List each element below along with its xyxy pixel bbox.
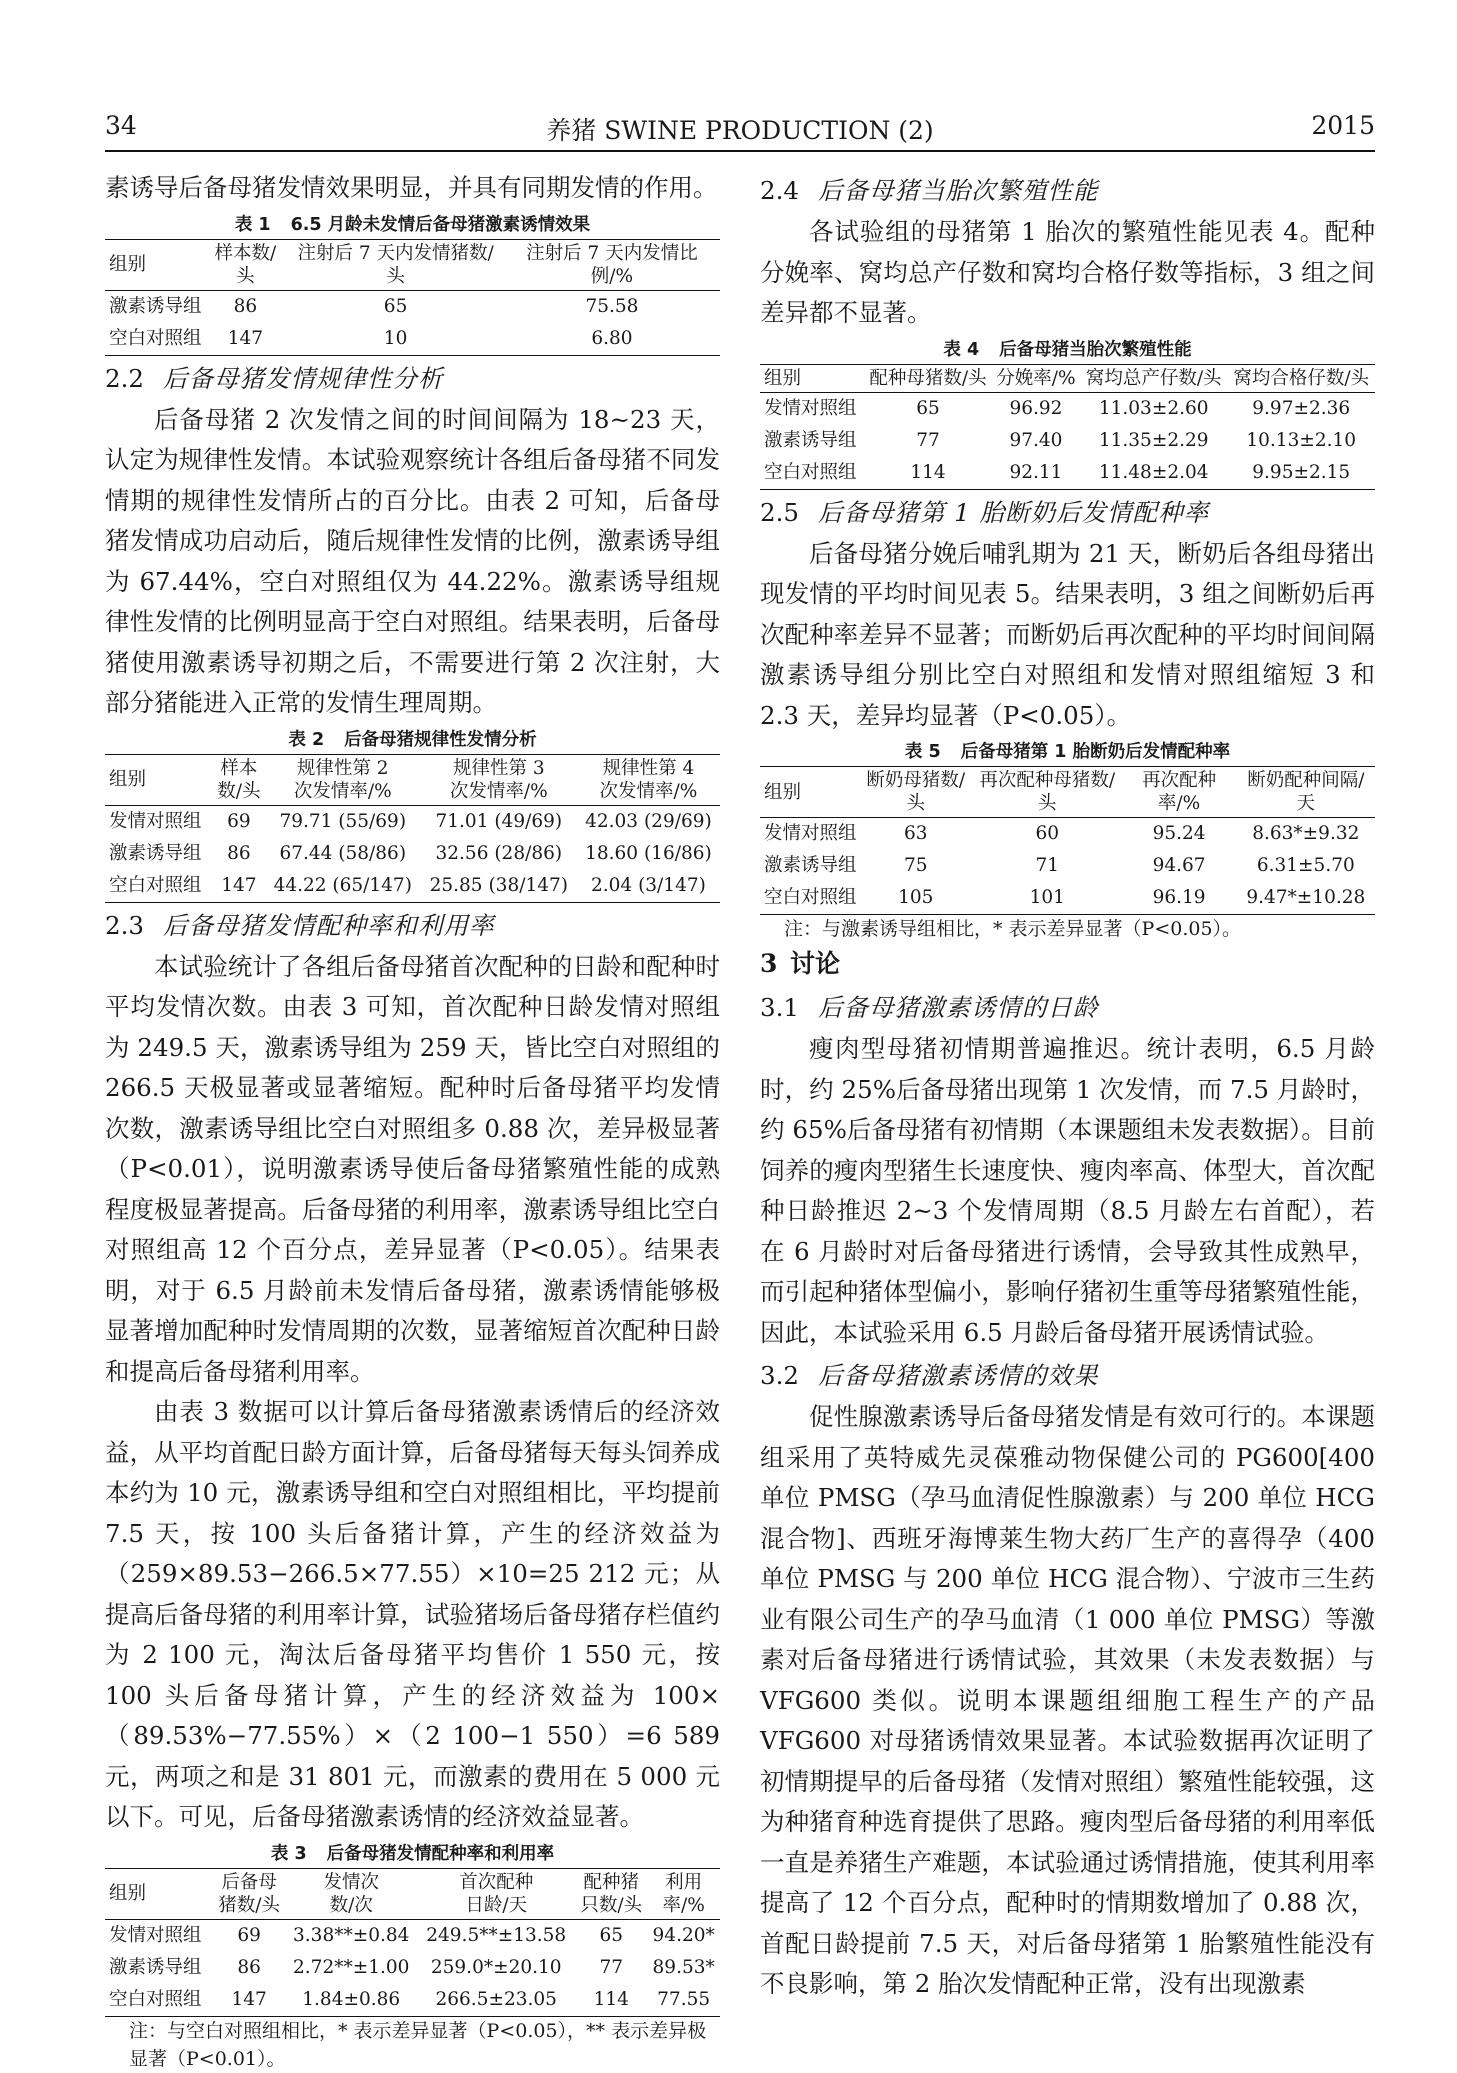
table-row	[760, 850, 1375, 882]
table-cell: 94.67	[1152, 855, 1206, 876]
table-cell: 77	[599, 1956, 624, 1978]
table-cell: 9.47*±10.28	[1246, 887, 1366, 908]
table4	[760, 364, 1375, 490]
table-cell: 79.71 (55/69)	[279, 810, 407, 832]
table-cell: 42.03 (29/69)	[585, 810, 712, 832]
table-cell: 95.24	[1152, 823, 1206, 844]
table-cell: 114	[910, 461, 946, 483]
table-cell: 6.31±5.70	[1256, 855, 1355, 876]
table-cell: 2.72**±1.00	[293, 1956, 410, 1978]
section-3-2-heading: 3.2 后备母猪激素诱情的效果	[760, 1361, 1099, 1390]
table-cell: 32.56 (28/86)	[435, 842, 563, 864]
table-cell: 10	[383, 327, 408, 349]
table-cell: 86	[227, 842, 251, 864]
table-header-cell: 利用 率/%	[647, 1868, 720, 1919]
table-cell: 激素诱导组	[109, 295, 202, 317]
table-cell: 96.19	[1152, 887, 1206, 908]
table-cell: 86	[237, 1956, 261, 1978]
table-cell: 71.01 (49/69)	[435, 810, 563, 832]
table2	[105, 754, 720, 903]
table-row	[760, 392, 1375, 425]
table-cell: 147	[221, 874, 257, 896]
table-header-cell: 窝均合格仔数/头	[1227, 364, 1375, 392]
table-cell: 65	[383, 295, 408, 317]
table-row	[105, 1952, 720, 1984]
table-header-cell: 组别	[105, 239, 204, 290]
section-2-4-body: 各试验组的母猪第 1 胎次的繁殖性能见表 4。配种分娩率、窝均总产仔数和窝均合格仔数等指标，3 组之间差异都不显著。	[760, 217, 1375, 327]
table-cell: 147	[227, 327, 264, 349]
table-cell: 空白对照组	[109, 1988, 202, 2010]
table-cell: 101	[1029, 887, 1065, 908]
table-header-cell: 规律性第 3 次发情率/%	[421, 754, 577, 805]
table-row	[105, 870, 720, 903]
section-3-heading: 3 讨论	[760, 949, 841, 978]
table-header-cell: 规律性第 2 次发情率/%	[265, 754, 421, 805]
table-cell: 2.04 (3/147)	[591, 874, 706, 896]
table4-caption: 表 4 后备母猪当胎次繁殖性能	[943, 339, 1192, 360]
table-cell: 11.48±2.04	[1098, 461, 1209, 483]
table-cell: 86	[233, 295, 258, 317]
right-column	[760, 168, 1375, 2005]
table-cell: 65	[916, 397, 940, 419]
table-cell: 105	[898, 887, 934, 908]
table-header-cell: 再次配种母猪数/头	[973, 767, 1121, 818]
table3	[105, 1868, 720, 2017]
table-cell: 92.11	[1009, 461, 1063, 483]
issue-year: 2015	[1311, 111, 1375, 140]
table-cell: 25.85 (38/147)	[429, 874, 568, 896]
table-cell: 发情对照组	[109, 1924, 202, 1946]
table-header-cell: 样本 数/头	[213, 754, 265, 805]
table5-caption: 表 5 后备母猪第 1 胎断奶后发情配种率	[904, 742, 1231, 762]
table-cell: 69	[227, 810, 251, 832]
table-row	[105, 838, 720, 870]
table-cell: 发情对照组	[764, 397, 857, 419]
table-cell: 77.55	[657, 1988, 711, 2010]
table-row	[105, 805, 720, 838]
journal-name: 养猪 SWINE PRODUCTION (2)	[546, 116, 934, 145]
table-cell: 94.20*	[652, 1924, 715, 1946]
table-cell: 77	[916, 429, 940, 451]
table-row	[760, 425, 1375, 457]
table-cell: 激素诱导组	[764, 429, 857, 451]
table-cell: 发情对照组	[109, 810, 202, 832]
table-cell: 发情对照组	[764, 823, 857, 844]
table-row	[760, 457, 1375, 490]
table-cell: 10.13±2.10	[1246, 429, 1357, 451]
section-2-3-body-1: 本试验统计了各组后备母猪首次配种的日龄和配种时平均发情次数。由表 3 可知，首次配种日龄发情对照组为 249.5 天，激素诱导组为 259 天，皆比空白对照组的 266.5 天极显著或显著缩短。配种时后备母猪平均发情次数，激素诱导组比空白对照组多 0.88 次，差异极显著（P<0.01），说明激素诱导使后备母猪繁殖性能的成熟程度极显著提高。后备母猪的利用率，激素诱导组比空白对照组高 12 个百分点，差异显著（P<0.05）。结果表明，对于 6.5 月龄前未发情后备母猪，激素诱情能够极显著增加配种时发情周期的次数，显著缩短首次配种日龄和提高后备母猪利用率。	[105, 951, 720, 1386]
section-2-3-body-2: 由表 3 数据可以计算后备母猪激素诱情后的经济效益，从平均首配日龄方面计算，后备母猪每天每头饲养成本约为 10 元，激素诱导组和空白对照组相比，平均提前 7.5 天，按 100 头后备猪计算，产生的经济效益为（259×89.53−266.5×77.55）×10=25 212 元；从提高后备母猪的利用率计算，试验猪场后备母猪存栏值约为 2 100 元，淘汰后备母猪平均售价 1 550 元，按 100 头后备母猪计算，产生的经济效益为 100×（89.53%−77.55%）×（2 100−1 550）=6 589 元，两项之和是 31 801 元，而激素的费用在 5 000 元以下。可见，后备母猪激素诱情的经济效益显著。	[105, 1397, 720, 1831]
table-cell: 9.95±2.15	[1252, 461, 1351, 483]
table3-note: 注：与空白对照组相比，* 表示差异显著（P<0.05），** 表示差异极显著（P<0.01）。	[129, 2019, 707, 2070]
left-column	[105, 168, 720, 2073]
table-row	[105, 323, 720, 356]
table-cell: 1.84±0.86	[302, 1988, 401, 2010]
table-cell: 97.40	[1009, 429, 1063, 451]
table-header-cell: 后备母 猪数/头	[213, 1868, 285, 1919]
table-cell: 67.44 (58/86)	[279, 842, 407, 864]
table-header-cell: 断奶母猪数/头	[859, 767, 974, 818]
table-cell: 激素诱导组	[109, 842, 202, 864]
table-cell: 6.80	[591, 327, 633, 349]
table-cell: 60	[1035, 823, 1060, 844]
table-cell: 空白对照组	[109, 327, 202, 349]
section-3-2-body: 促性腺激素诱导后备母猪发情是有效可行的。本课题组采用了英特威先灵葆雅动物保健公司的 PG600[400 单位 PMSG（孕马血清促性腺激素）与 200 单位 HCG 混合物]、西班牙海博莱生物大药厂生产的喜得孕（400 单位 PMSG 与 200 单位 HCG 混合物）、宁波市三生药业有限公司生产的孕马血清（1 000 单位 PMSG）等激素对后备母猪进行诱情试验，其效果（未发表数据）与 VFG600 类似。说明本课题组细胞工程生产的产品 VFG600 对母猪诱情效果显著。本试验数据再次证明了初情期提早的后备母猪（发情对照组）繁殖性能较强，这为种猪育种选育提供了思路。瘦肉型后备母猪的利用率低一直是养猪生产难题，本试验通过诱情措施，使其利用率提高了 12 个百分点，配种时的情期数增加了 0.88 次，首配日龄提前 7.5 天，对后备母猪第 1 胎繁殖性能没有不良影响，第 2 胎次发情配种正常，没有出现激素	[760, 1402, 1375, 1998]
table-cell: 空白对照组	[764, 887, 857, 908]
table1	[105, 239, 720, 356]
table2-caption: 表 2 后备母猪规律性发情分析	[288, 729, 537, 750]
table-cell: 空白对照组	[109, 874, 202, 896]
table-cell: 11.35±2.29	[1098, 429, 1209, 451]
table-cell: 激素诱导组	[764, 855, 857, 876]
table3-caption: 表 3 后备母猪发情配种率和利用率	[270, 1843, 555, 1864]
table-header-cell: 注射后 7 天内发情比例/%	[504, 239, 720, 290]
table-cell: 75	[904, 855, 928, 876]
page-number: 34	[105, 111, 137, 140]
table-cell: 259.0*±20.10	[430, 1956, 562, 1978]
header-rule	[105, 150, 1375, 152]
table-row	[760, 818, 1375, 851]
section-2-2-body: 后备母猪 2 次发情之间的时间间隔为 18~23 天，认定为规律性发情。本试验观察统计各组后备母猪不同发情期的规律性发情所占的百分比。由表 2 可知，后备母猪发情成功启动后，随后规律性发情的比例，激素诱导组为 67.44%，空白对照组仅为 44.22%。激素诱导组规律性发情的比例明显高于空白对照组。结果表明，后备母猪使用激素诱导初期之后，不需要进行第 2 次注射，大部分猪能进入正常的发情生理周期。	[105, 404, 720, 717]
table-cell: 63	[904, 823, 928, 844]
table-header-cell: 分娩率/%	[992, 364, 1080, 392]
table-header-cell: 窝均总产仔数/头	[1080, 364, 1228, 392]
table-header-cell: 配种母猪数/头	[864, 364, 992, 392]
table-header-cell: 样本数/头	[204, 239, 288, 290]
table-row	[105, 1919, 720, 1952]
table-header-cell: 组别	[760, 364, 864, 392]
table-cell: 266.5±23.05	[435, 1988, 557, 2010]
running-head	[105, 105, 1375, 145]
section-3-1-body: 瘦肉型母猪初情期普遍推迟。统计表明，6.5 月龄时，约 25%后备母猪出现第 1 次发情，而 7.5 月龄时，约 65%后备母猪有初情期（本课题组未发表数据）。目前饲养的瘦肉型猪生长速度快、瘦肉率高、体型大，首次配种日龄推迟 2~3 个发情周期（8.5 月龄左右首配），若在 6 月龄时对后备母猪进行诱情，会导致其性成熟早，而引起种猪体型偏小，影响仔猪初生重等母猪繁殖性能，因此，本试验采用 6.5 月龄后备母猪开展诱情试验。	[760, 1034, 1375, 1347]
section-2-4-heading: 2.4 后备母猪当胎次繁殖性能	[760, 176, 1099, 205]
table-cell: 96.92	[1009, 397, 1063, 419]
table-row	[760, 882, 1375, 915]
table-cell: 114	[593, 1988, 629, 2010]
table5	[760, 766, 1375, 915]
table-header-cell: 组别	[105, 1868, 213, 1919]
table-header-cell: 发情次 数/次	[285, 1868, 417, 1919]
section-2-5-heading: 2.5 后备母猪第 1 胎断奶后发情配种率	[760, 497, 1210, 527]
table-header-cell: 规律性第 4 次发情率/%	[577, 754, 720, 805]
table-cell: 9.97±2.36	[1252, 397, 1351, 419]
table-header-cell: 组别	[105, 754, 213, 805]
table-cell: 71	[1035, 855, 1060, 876]
table-header-cell: 注射后 7 天内发情猪数/头	[287, 239, 504, 290]
section-2-2-heading: 2.2 后备母猪发情规律性分析	[105, 363, 444, 393]
table-cell: 8.63*±9.32	[1252, 823, 1360, 844]
table-cell: 65	[599, 1924, 624, 1946]
table-cell: 147	[231, 1988, 267, 2010]
table-row	[105, 1984, 720, 2017]
table-cell: 75.58	[585, 295, 639, 317]
table-cell: 249.5**±13.58	[426, 1924, 567, 1946]
table-cell: 3.38**±0.84	[293, 1924, 410, 1946]
table-cell: 空白对照组	[764, 461, 857, 483]
table-header-cell: 断奶配种间隔/天	[1237, 767, 1375, 818]
section-2-3-heading: 2.3 后备母猪发情配种率和利用率	[105, 910, 495, 940]
table-row	[105, 290, 720, 323]
table-header-cell: 组别	[760, 767, 859, 818]
table1-caption: 表 1 6.5 月龄未发情后备母猪激素诱情效果	[234, 214, 591, 235]
section-2-5-body: 后备母猪分娩后哺乳期为 21 天，断奶后各组母猪出现发情的平均时间见表 5。结果表明，3 组之间断奶后再次配种率差异不显著；而断奶后再次配种的平均时间间隔激素诱导组分别比空白对照组和发情对照组缩短 3 和 2.3 天，差异均显著（P<0.05）。	[760, 538, 1375, 730]
table5-note: 注：与激素诱导组相比，* 表示差异显著（P<0.05）。	[784, 918, 1242, 940]
table-header-cell: 配种猪 只数/头	[575, 1868, 647, 1919]
table-cell: 44.22 (65/147)	[273, 874, 412, 896]
table-header-cell: 再次配种率/%	[1122, 767, 1237, 818]
table-cell: 18.60 (16/86)	[585, 842, 712, 864]
table-header-cell: 首次配种 日龄/天	[417, 1868, 575, 1919]
intro-paragraph: 素诱导后备母猪发情效果明显，并具有同期发情的作用。	[105, 173, 718, 202]
table-cell: 激素诱导组	[109, 1956, 202, 1978]
table-cell: 11.03±2.60	[1098, 397, 1209, 419]
table-cell: 89.53*	[652, 1956, 715, 1978]
section-3-1-heading: 3.1 后备母猪激素诱情的日龄	[760, 993, 1099, 1022]
table-cell: 69	[237, 1924, 261, 1946]
